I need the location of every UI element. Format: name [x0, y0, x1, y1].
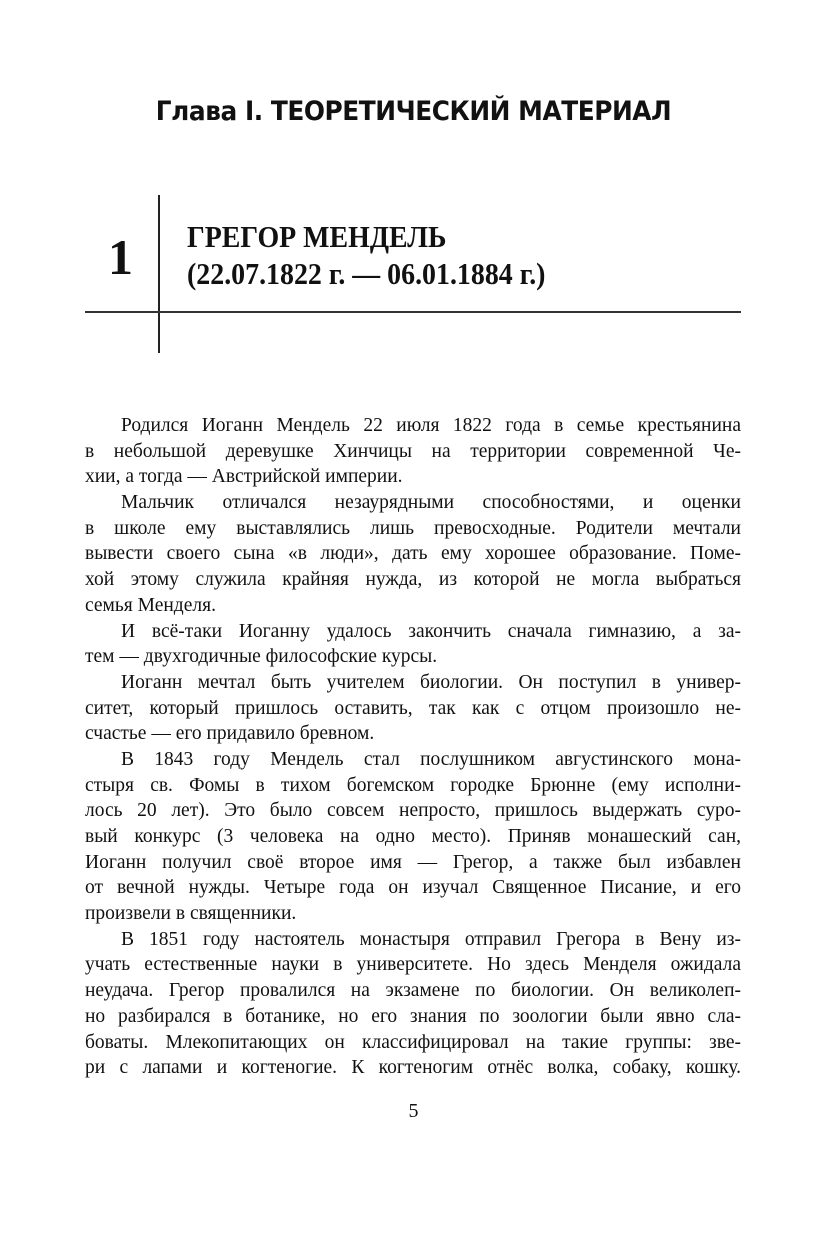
text-line: вый конкурс (3 человека на одно место). Приняв монашеский сан, [85, 826, 741, 847]
vertical-divider [158, 195, 160, 353]
text-line: от вечной нужды. Четыре года он изучал Священное Писание, и его [85, 877, 741, 899]
text-line: ри с лапами и когтеногие. К когтеногим отнёс волка, собаку, кошку. [85, 1057, 741, 1079]
text-line: В 1851 году настоятель монастыря отправил Грегора в Вену из- [121, 928, 741, 950]
text-line: хой этому служила крайняя нужда, из которой не могла выбраться [85, 569, 741, 591]
text-line: но разбирался в ботанике, но его знания по зоологии были явно сла- [85, 1005, 741, 1027]
text-line: хии, а тогда — Австрийской империи. [85, 466, 403, 488]
text-line: в школе ему выставлялись лишь превосходные. Родители мечтали [85, 517, 741, 539]
text-line: Родился Иоганн Мендель 22 июля 1822 года в семье крестьянина [121, 415, 741, 436]
text-line: вывести своего сына «в люди», дать ему хорошее образование. Поме- [85, 543, 741, 565]
body-text [85, 413, 741, 1081]
text-line: Иоганн получил своё второе имя — Грегор, а также был избавлен [85, 851, 741, 873]
text-line: ситет, который пришлось оставить, так как с отцом произошло не- [85, 697, 741, 719]
text-line: семья Менделя. [85, 594, 216, 616]
chapter-title: Глава I. ТЕОРЕТИЧЕСКИЙ МАТЕРИАЛ [155, 96, 672, 127]
text-line: В 1843 году Мендель стал послушником августинского мона- [121, 748, 741, 770]
text-line: учать естественные науки в университете. Но здесь Менделя ожидала [85, 954, 741, 976]
section-number: 1 [108, 229, 133, 285]
text-line: Иоганн мечтал быть учителем биологии. Он поступил в универ- [121, 671, 741, 693]
section-title-dates: (22.07.1822 г. — 06.01.1884 г.) [187, 256, 546, 291]
text-line: И всё-таки Иоганну удалось закончить сначала гимназию, а за- [121, 620, 741, 642]
text-line: произвели в священники. [85, 903, 297, 925]
page-number: 5 [408, 1100, 419, 1122]
section-title-name: ГРЕГОР МЕНДЕЛЬ [187, 219, 447, 254]
text-line: неудача. Грегор провалился на экзамене по биологии. Он великолеп- [85, 980, 741, 1002]
text-line: боваты. Млекопитающих он классифицировал на такие группы: зве- [85, 1031, 741, 1053]
text-line: тем — двухгодичные философские курсы. [85, 646, 438, 668]
text-line: Мальчик отличался незаурядными способностями, и оценки [121, 492, 741, 514]
text-line: в небольшой деревушке Хинчицы на территории современной Че- [85, 440, 741, 462]
text-line: счастье — его придавило бревном. [85, 723, 375, 745]
text-line: стыря св. Фомы в тихом богемском городке Брюнне (ему исполни- [85, 774, 741, 796]
section-title [187, 218, 545, 292]
horizontal-divider [85, 311, 741, 313]
text-line: лось 20 лет). Это было совсем непросто, пришлось выдержать суро- [85, 800, 741, 822]
